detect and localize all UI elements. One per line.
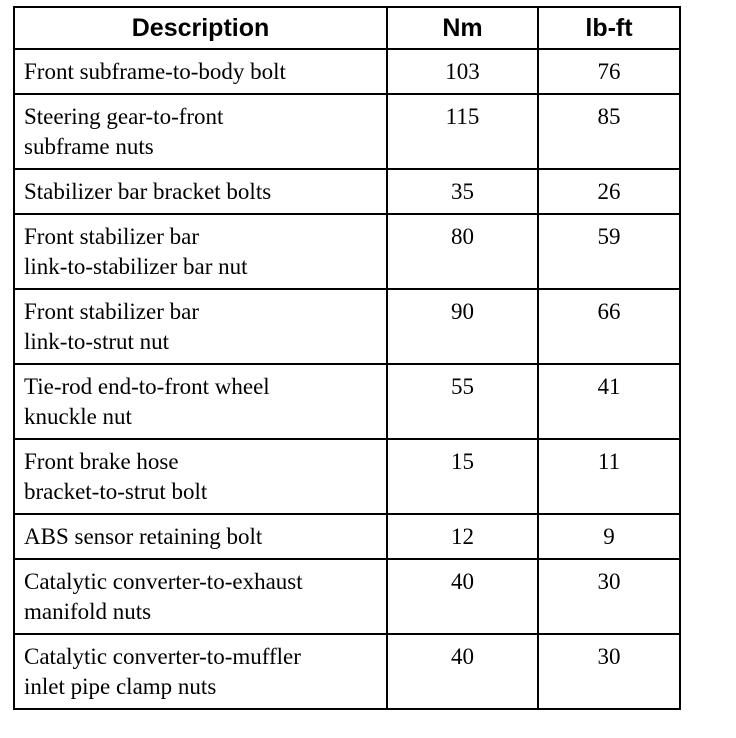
nm-cell: 40 [387,634,538,709]
header-nm: Nm [387,7,538,49]
description-cell [14,439,387,514]
description-line: manifold nuts [24,599,152,624]
table-row [14,94,680,169]
nm-cell: 40 [387,559,538,634]
description-line: link-to-stabilizer bar nut [24,254,248,279]
description-cell [14,634,387,709]
description-line: link-to-strut nut [24,329,170,354]
lbft-cell: 9 [538,514,680,559]
lbft-cell: 26 [538,169,680,214]
description-line: Catalytic converter-to-exhaust [24,569,303,594]
nm-cell: 35 [387,169,538,214]
lbft-cell: 76 [538,49,680,94]
description-cell [14,214,387,289]
nm-cell: 90 [387,289,538,364]
torque-spec-table [13,6,681,710]
description-line: subframe nuts [24,134,154,159]
lbft-cell: 41 [538,364,680,439]
table-row [14,439,680,514]
table-row [14,559,680,634]
description-line: ABS sensor retaining bolt [24,524,263,549]
description-line: inlet pipe clamp nuts [24,674,217,699]
table-row [14,49,680,94]
table-row [14,289,680,364]
table-row [14,214,680,289]
description-line: Front stabilizer bar [24,224,200,249]
description-line: Catalytic converter-to-muffler [24,644,301,669]
lbft-cell: 85 [538,94,680,169]
table-row [14,634,680,709]
lbft-cell: 59 [538,214,680,289]
description-line: Stabilizer bar bracket bolts [24,179,272,204]
lbft-cell: 30 [538,634,680,709]
description-cell [14,94,387,169]
description-line: Front subframe-to-body bolt [24,59,286,84]
description-line: Front stabilizer bar [24,299,200,324]
description-cell [14,514,387,559]
description-cell [14,49,387,94]
nm-cell: 55 [387,364,538,439]
description-line: Steering gear-to-front [24,104,224,129]
header-row [14,7,680,49]
nm-cell: 115 [387,94,538,169]
nm-cell: 103 [387,49,538,94]
lbft-cell: 11 [538,439,680,514]
table-row [14,364,680,439]
description-line: Tie-rod end-to-front wheel [24,374,270,399]
nm-cell: 12 [387,514,538,559]
description-line: bracket-to-strut bolt [24,479,208,504]
description-line: Front brake hose [24,449,179,474]
description-cell [14,289,387,364]
table-body [14,49,680,709]
description-cell [14,364,387,439]
lbft-cell: 30 [538,559,680,634]
lbft-cell: 66 [538,289,680,364]
nm-cell: 15 [387,439,538,514]
table-header [14,7,680,49]
nm-cell: 80 [387,214,538,289]
header-lbft: lb-ft [538,7,680,49]
description-cell [14,559,387,634]
header-description: Description [14,7,387,49]
description-line: knuckle nut [24,404,132,429]
table-row [14,169,680,214]
table-row [14,514,680,559]
description-cell [14,169,387,214]
